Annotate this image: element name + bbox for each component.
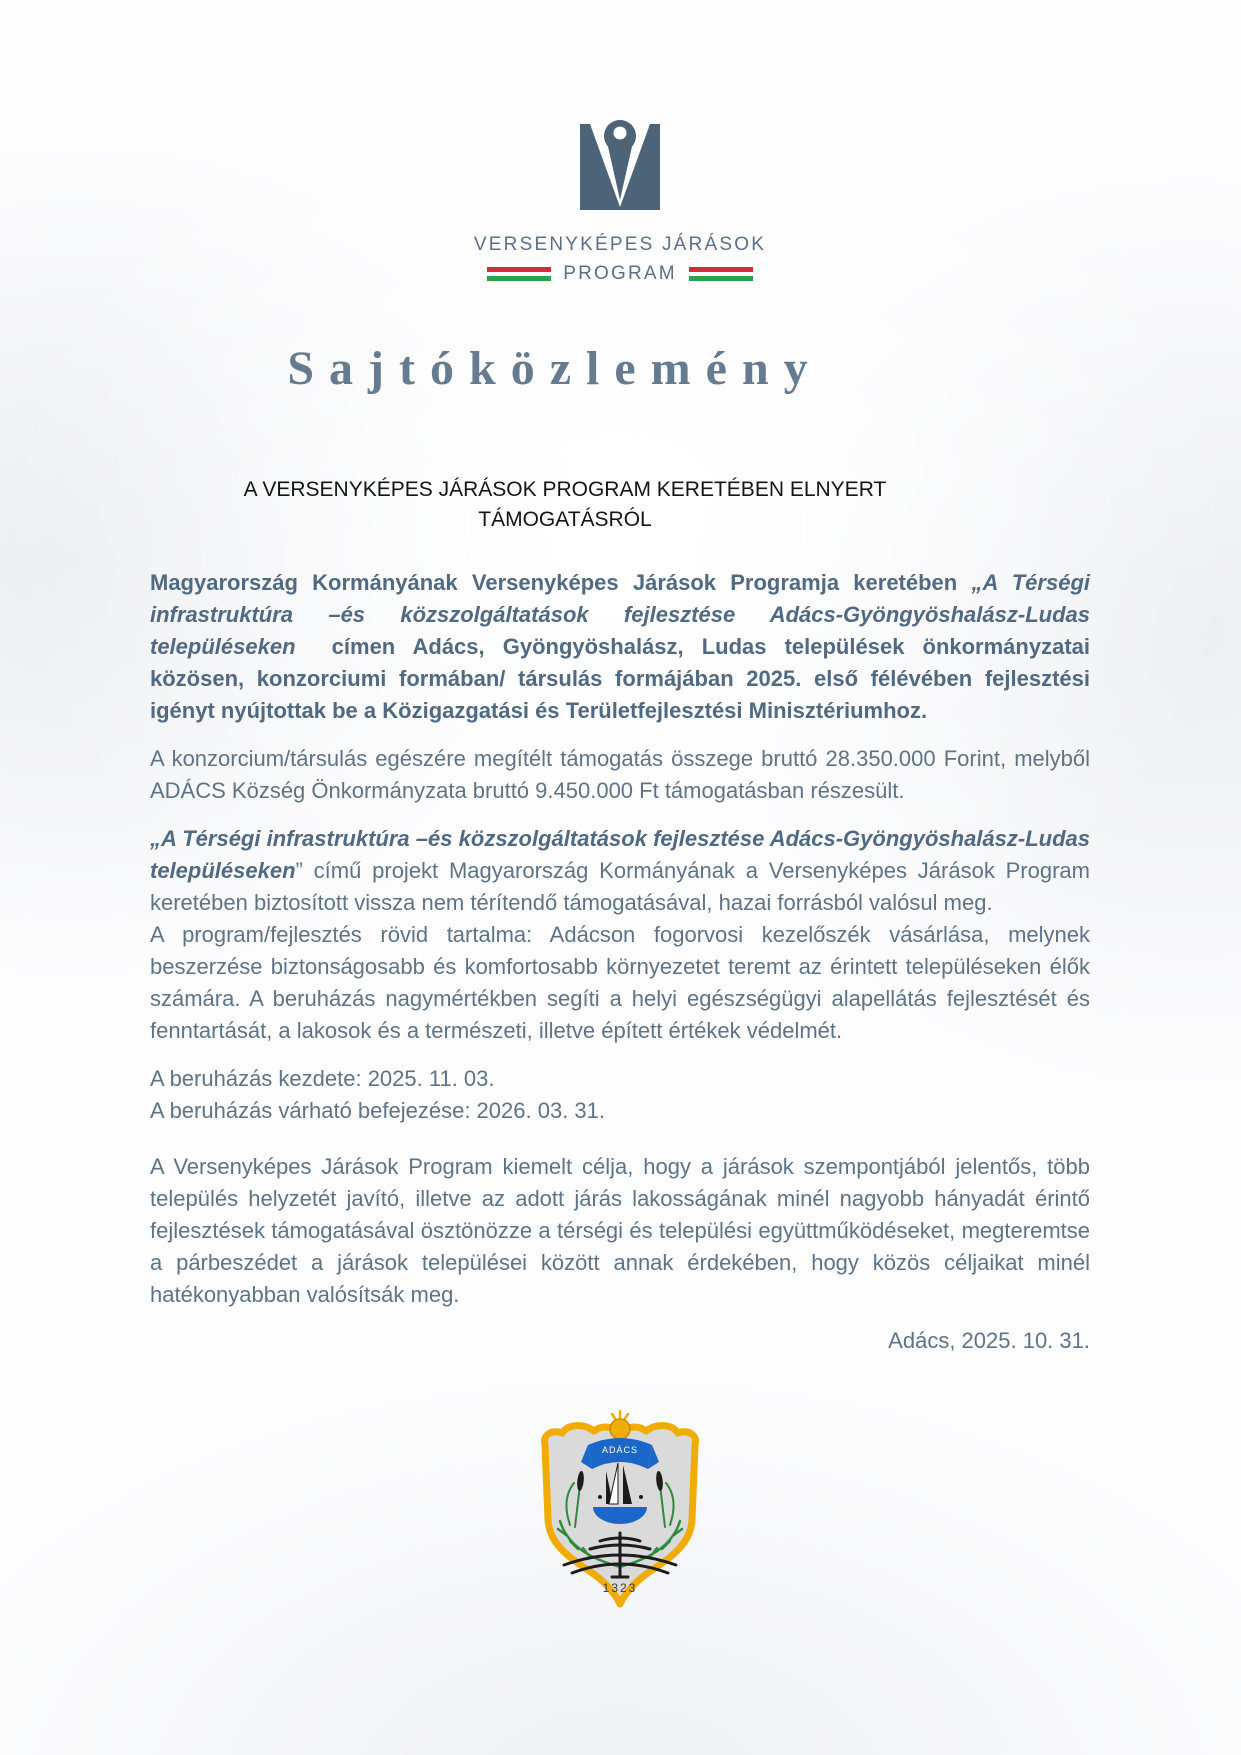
- text-segment: A konzorcium/társulás egészére megítélt támogatás összege bruttó 28.350.000 Forint, melyből ADÁCS Község Önkormányzata bruttó 9.450.000 Ft támogatásban részesült.: [150, 746, 1090, 803]
- paragraph: [150, 567, 1090, 727]
- text-segment: A beruházás kezdete: 2025. 11. 03.: [150, 1066, 495, 1091]
- coa-year-text: 1323: [602, 1581, 638, 1595]
- subject-heading-line2: TÁMOGATÁSRÓL: [478, 508, 652, 531]
- hungarian-flag-stripes-right-icon: [689, 267, 753, 281]
- paragraph: [150, 1151, 1090, 1311]
- text-segment: A beruházás várható befejezése: 2026. 03. 31.: [150, 1098, 605, 1123]
- hungarian-flag-stripes-left-icon: [487, 267, 551, 281]
- location-pin-v-mark-icon: [580, 112, 660, 212]
- text-segment: ” című projekt Magyarország Kormányának a Versenyképes Járások Program keretében biztosított vissza nem térítendő támogatásával, hazai forrásból valósul meg.: [150, 858, 1090, 915]
- text-segment: A program/fejlesztés rövid tartalma: Adácson fogorvosi kezelőszék vásárlása, melynek beszerzése biztonságosabb és komfortosabb környezetet teremt az érintett településeken élők számára. A beruházás nagymértékben segíti a helyi egészségügyi alapellátás fejlesztését és fenntartását, a lakosok és a természeti, illetve épített értékek védelmét.: [150, 922, 1090, 1043]
- text-segment: „A Térségi infrastruktúra –és közszolgáltatások fejlesztése Adács-Gyöngyöshalász-Ludas településeken: [150, 570, 1090, 659]
- paragraph: [150, 1095, 1090, 1127]
- paragraph: [150, 919, 1090, 1047]
- subject-heading-line1: A VERSENYKÉPES JÁRÁSOK PROGRAM KERETÉBEN ELNYERT: [243, 478, 887, 501]
- paragraph: [150, 743, 1090, 807]
- body-text: [150, 567, 1090, 1311]
- text-segment: címen Adács, Gyöngyöshalász, Ludas települések önkormányzatai közösen, konzorciumi formában/ társulás formájában 2025. első félévében fejlesztési igényt nyújtottak be a Közigazgatási és Területfejlesztési Minisztériumhoz.: [150, 634, 1090, 723]
- subject-heading: [150, 475, 980, 535]
- press-release-title: Sajtóközlemény: [287, 342, 823, 395]
- paragraph: [150, 1063, 1090, 1095]
- dateline: Adács, 2025. 10. 31.: [888, 1328, 1090, 1353]
- text-segment: A Versenyképes Járások Program kiemelt célja, hogy a járások szempontjából jelentős, több település helyzetét javító, illetve az adott járás lakosságának minél nagyobb hányadát érintő fejlesztések támogatásával ösztönözze a térségi és települési együttműködéseket, megteremtse a párbeszédet a járások települései között annak érdekében, hogy közös céljaikat minél hatékonyabban valósítsák meg.: [150, 1154, 1090, 1307]
- logo-program-label: PROGRAM: [563, 263, 677, 284]
- coa-banner-text: ADÁCS: [601, 1445, 639, 1455]
- adacs-coat-of-arms: [150, 1407, 1090, 1620]
- coat-of-arms-icon: [520, 1407, 720, 1615]
- crown-icon: [610, 1411, 630, 1439]
- text-segment: „A Térségi infrastruktúra –és közszolgáltatások fejlesztése Adács-Gyöngyöshalász-Ludas településeken: [150, 826, 1090, 883]
- logo-title: VERSENYKÉPES JÁRÁSOK: [473, 234, 767, 255]
- text-segment: Magyarország Kormányának Versenyképes Járások Programja keretében: [150, 570, 972, 595]
- logo-subtitle-row: [150, 263, 1090, 285]
- program-logo: [150, 0, 1090, 285]
- paragraph: [150, 823, 1090, 919]
